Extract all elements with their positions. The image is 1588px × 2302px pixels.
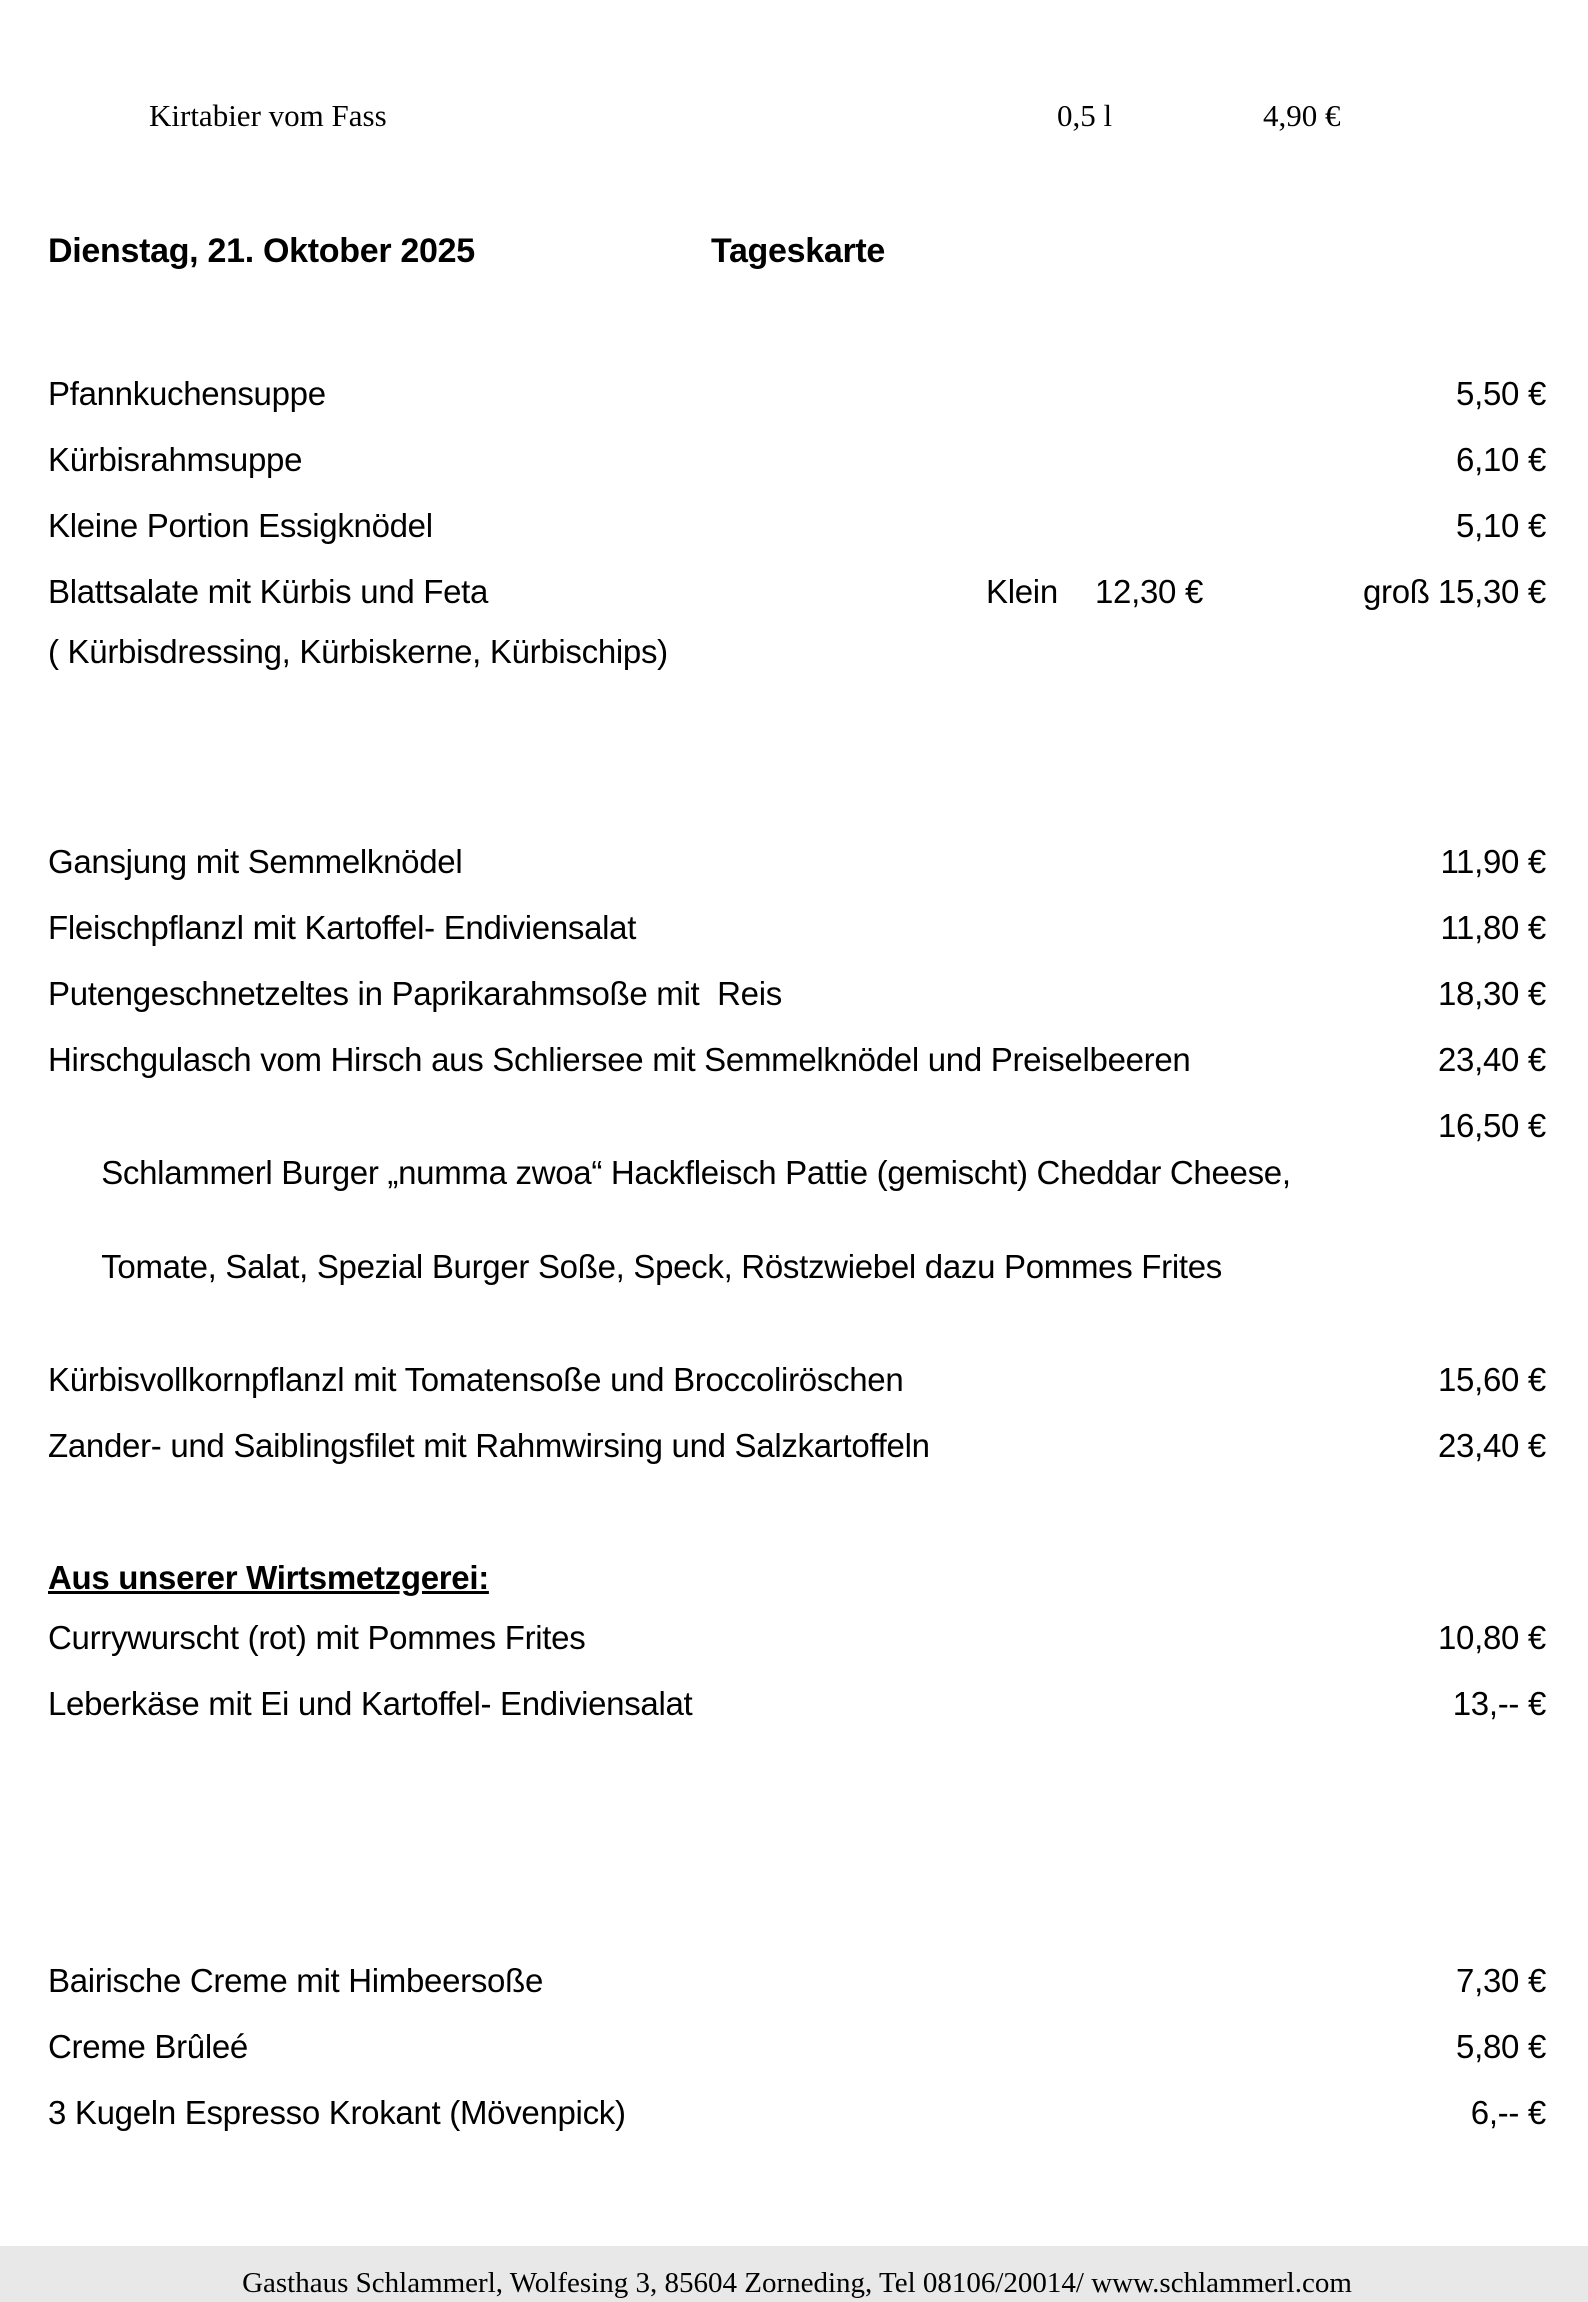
- drink-price: 4,90 €: [1263, 98, 1341, 133]
- drink-size: 0,5 l: [1057, 98, 1113, 133]
- menu-item-row: [48, 436, 1546, 483]
- menu-item-row: [48, 1614, 1546, 1661]
- menu-item-price: 11,90 €: [1440, 843, 1546, 880]
- menu-item-price: 15,60 €: [1437, 1361, 1546, 1398]
- size-small-label: Klein: [986, 573, 1058, 610]
- menu-item-price: 23,40 €: [1437, 1427, 1546, 1464]
- menu-item-name: Blattsalate mit Kürbis und Feta: [48, 573, 489, 610]
- menu-item-name: Zander- und Saiblingsfilet mit Rahmwirsing und Salzkartoffeln: [48, 1427, 930, 1464]
- restaurant-footer: Gasthaus Schlammerl, Wolfesing 3, 85604 Zorneding, Tel 08106/20014/ www.schlammerl.com: [242, 2267, 1352, 2299]
- menu-item-price: 23,40 €: [1437, 1041, 1546, 1078]
- drink-name: Kirtabier vom Fass: [149, 98, 387, 133]
- menu-item-price: 6,-- €: [1470, 2094, 1546, 2131]
- size-large-price: 15,30 €: [1437, 573, 1546, 610]
- menu-item-row: [48, 1680, 1546, 1727]
- menu-item-price: 5,80 €: [1456, 2028, 1546, 2065]
- size-small-price: 12,30 €: [1095, 573, 1204, 610]
- menu-item-name: Kürbisvollkornpflanzl mit Tomatensoße und Broccoliröschen: [48, 1361, 904, 1398]
- menu-item-row: [48, 1036, 1546, 1083]
- menu-item-row: [48, 904, 1546, 951]
- menu-item-price: 10,80 €: [1437, 1619, 1546, 1656]
- menu-item-price: 6,10 €: [1456, 441, 1546, 478]
- menu-item-row: [48, 970, 1546, 1017]
- menu-title: Tageskarte: [711, 232, 886, 270]
- menu-item-row: [48, 1356, 1546, 1403]
- menu-item-price: 16,50 €: [1437, 1107, 1546, 1144]
- menu-item-row: [48, 370, 1546, 417]
- menu-item-name: Putengeschnetzeltes in Paprikarahmsoße mit Reis: [48, 975, 782, 1012]
- menu-item-name: 3 Kugeln Espresso Krokant (Mövenpick): [48, 2094, 626, 2131]
- menu-item-price: 5,50 €: [1456, 375, 1546, 412]
- menu-item-row: [48, 1957, 1546, 2004]
- menu-item-name: Bairische Creme mit Himbeersoße: [48, 1962, 543, 1999]
- menu-item-price: 13,-- €: [1452, 1685, 1546, 1722]
- menu-item-name: Currywurscht (rot) mit Pommes Frites: [48, 1619, 586, 1656]
- menu-item-name: Fleischpflanzl mit Kartoffel- Endiviensalat: [48, 909, 637, 946]
- menu-item-price: 7,30 €: [1456, 1962, 1546, 1999]
- menu-item-note: ( Kürbisdressing, Kürbiskerne, Kürbischips): [48, 633, 668, 670]
- size-large-label: groß: [1363, 573, 1430, 610]
- menu-item-row: [48, 2089, 1546, 2136]
- menu-item-price: 18,30 €: [1437, 975, 1546, 1012]
- menu-item-price: 11,80 €: [1440, 909, 1546, 946]
- menu-item-name: Kürbisrahmsuppe: [48, 441, 303, 478]
- drink-row: [48, 96, 1546, 136]
- menu-item-row: [48, 502, 1546, 549]
- menu-item-row: [48, 2023, 1546, 2070]
- menu-item-name-line2: Tomate, Salat, Spezial Burger Soße, Speck, Röstzwiebel dazu Pommes Frites: [101, 1248, 1222, 1285]
- menu-item-name: Kleine Portion Essigknödel: [48, 507, 433, 544]
- menu-item-name: [48, 1102, 1291, 1337]
- menu-item-row-burger: [48, 1102, 1546, 1337]
- menu-item-name: Gansjung mit Semmelknödel: [48, 843, 463, 880]
- menu-item-row: [48, 838, 1546, 885]
- menu-item-name: Creme Brûleé: [48, 2028, 248, 2065]
- menu-item-name: Leberkäse mit Ei und Kartoffel- Endiviensalat: [48, 1685, 693, 1722]
- section-heading-wirtsmetzgerei: Aus unserer Wirtsmetzgerei:: [48, 1559, 489, 1596]
- menu-item-row: [48, 1422, 1546, 1469]
- menu-date: Dienstag, 21. Oktober 2025: [48, 232, 475, 270]
- menu-item-name: Hirschgulasch vom Hirsch aus Schliersee mit Semmelknödel und Preiselbeeren: [48, 1041, 1191, 1078]
- menu-item-name-line1: Schlammerl Burger „numma zwoa“ Hackfleisch Pattie (gemischt) Cheddar Cheese,: [101, 1154, 1291, 1191]
- menu-item-row-salad: [48, 568, 1546, 615]
- page-header: [48, 228, 1546, 275]
- menu-item-name: Pfannkuchensuppe: [48, 375, 326, 412]
- menu-item-price: 5,10 €: [1456, 507, 1546, 544]
